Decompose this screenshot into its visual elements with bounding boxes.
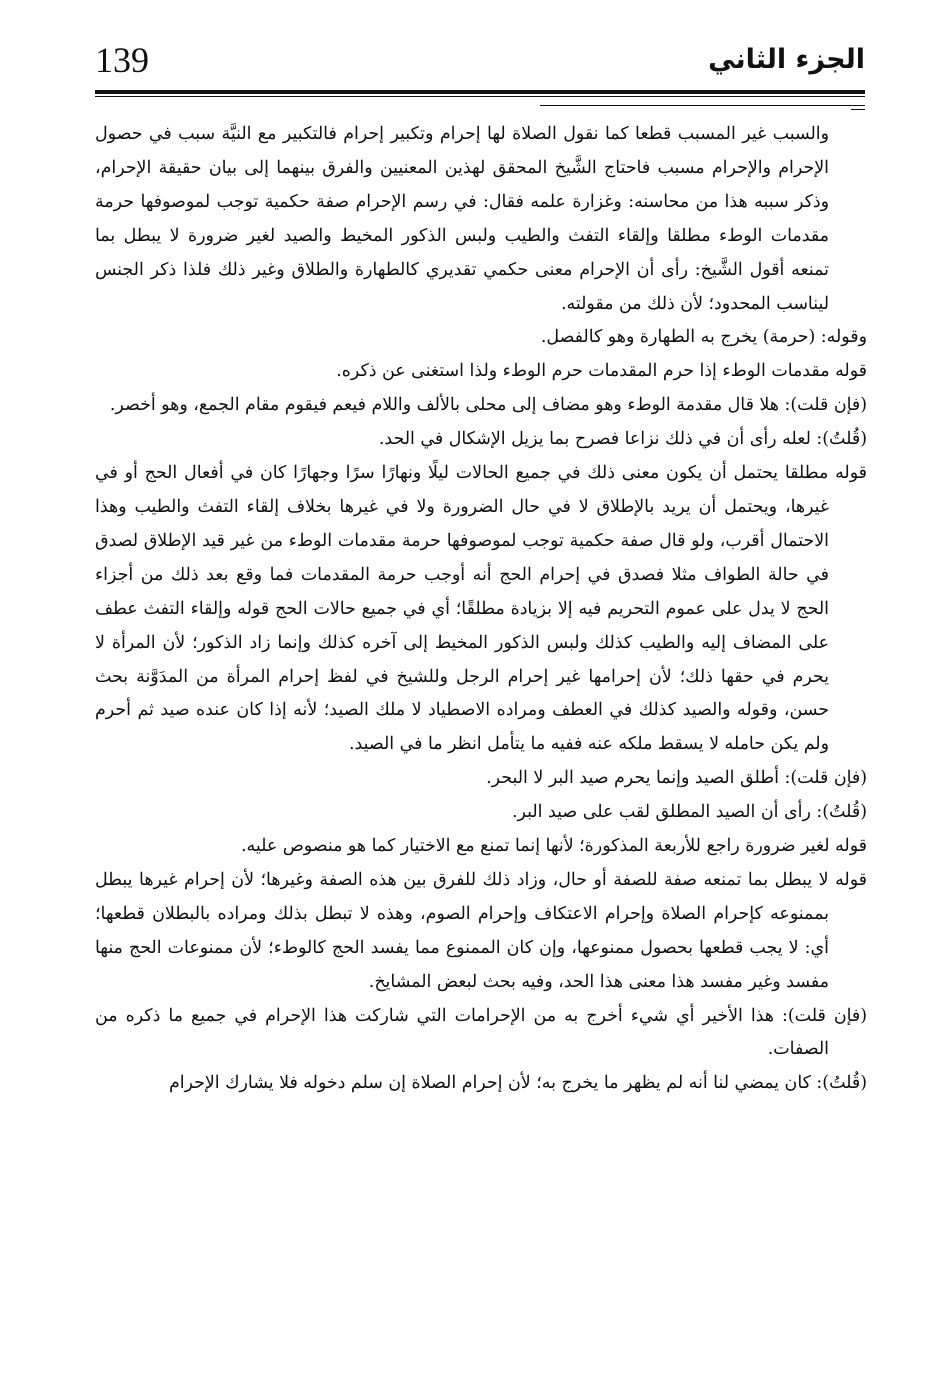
- paragraph-question-3: (فإن قلت): هذا الأخير أي شيء أخرج به من الإحرامات التي شاركت هذا الإحرام في جميع ما ذكره من الصفات.: [95, 1005, 867, 1060]
- header-ornament: [540, 99, 865, 115]
- page-header: [95, 38, 865, 86]
- header-rule-thick: [95, 90, 865, 94]
- paragraph-mutlaqan: قوله مطلقا يحتمل أن يكون معنى ذلك في جميع الحالات ليلًا ونهارًا سرًا وجهارًا كان في أفعال الحج أو في غيرها، ويحتمل أن يريد بالإطلاق لا في حال الضرورة ولا في غيرها بخلاف إلقاء التفث والطيب وهذا الاحتمال أقرب، ولو قال صفة حكمية توجب لموصوفها حرمة مقدمات الوطء من غير قيد الإطلاق لصدق في حالة الطواف مثلا فصدق في إحرام الحج أنه أوجب حرمة المقدمات فما وقع بعد ذلك من أجزاء الحج لا يدل على عموم التحريم فيه إلا بزيادة مطلقًا؛ أي في جميع حالات الحج قوله وإلقاء التفث عطف على المضاف إليه والطيب كذلك ولبس الذكور المخيط إلى آخره كذلك وإنما زاد الذكور؛ لأن المرأة لا يحرم في حقها ذلك؛ لأن إحرامها غير إحرام الرجل وللشيخ في لفظ إحرام المرأة من المدَوَّنة بحث حسن، وقوله والصيد كذلك في العطف ومراده الاصطياد لا ملك الصيد؛ لأنه إذا كان عنده صيد ثم أحرم ولم يكن حامله لا يسقط ملكه عنه ففيه ما يتأمل انظر ما في الصيد.: [95, 463, 867, 755]
- header-rule-thin: [95, 96, 865, 97]
- paragraph-question-2: (فإن قلت): أطلق الصيد وإنما يحرم صيد البر لا البحر.: [486, 768, 867, 789]
- ornament-line: [540, 105, 865, 106]
- paragraph-question-1: (فإن قلت): هلا قال مقدمة الوطء وهو مضاف إلى محلى بالألف واللام فيعم فيقوم مقام الجمع، وهو أخصر.: [109, 395, 867, 416]
- paragraph-intro: والسبب غير المسبب قطعا كما نقول الصلاة لها إحرام وتكبير إحرام فالتكبير مع النيَّة سبب في حصول الإحرام والإحرام مسبب فاحتاج الشَّيخ المحقق لهذين المعنيين والفرق بينهما إلى بيان حقيقة الإحرام، وذكر سببه هذا من محاسنه: وغزارة علمه فقال: في رسم الإحرام صفة حكمية توجب لموصوفها حرمة مقدمات الوطء مطلقا وإلقاء التفث والطيب ولبس الذكور المخيط والصيد لغير ضرورة لا يبطل بما تمنعه أقول الشَّيخ: رأى أن الإحرام معنى حكمي تقديري كالطهارة والطلاق وغير ذلك فلذا ذكر الجنس ليناسب المحدود؛ لأن ذلك من مقولته.: [95, 124, 829, 314]
- paragraph-answer-2: (قُلتُ): رأى أن الصيد المطلق لقب على صيد البر.: [512, 802, 867, 823]
- paragraph-darura: قوله لغير ضرورة راجع للأربعة المذكورة؛ لأنها إنما تمنع مع الاختيار كما هو منصوص عليه.: [240, 836, 867, 857]
- page-number: 139: [95, 40, 149, 80]
- body-text: [95, 118, 867, 1101]
- paragraph-muqaddimat: قوله مقدمات الوطء إذا حرم المقدمات حرم الوطء ولذا استغنى عن ذكره.: [336, 361, 867, 382]
- paragraph-answer-3: (قُلتُ): كان يمضي لنا أنه لم يظهر ما يخرج به؛ لأن إحرام الصلاة إن سلم دخوله فلا يشارك الإحرام: [168, 1073, 867, 1094]
- paragraph-haram: وقوله: (حرمة) يخرج به الطهارة وهو كالفصل.: [540, 327, 867, 348]
- part-title: الجزء الثاني: [708, 44, 865, 75]
- paragraph-la-yabtul: قوله لا يبطل بما تمنعه صفة للصفة أو حال، وزاد ذلك للفرق بين هذه الصفة وغيرها؛ لأن إحرام غيرها يبطل بممنوعه كإحرام الصلاة وإحرام الاعتكاف وإحرام الصوم، وهذه لا تبطل بذلك ومراده بالبطلان قطعها؛ أي: لا يجب قطعها بحصول ممنوعها، وإن كان الممنوع مما يفسد الحج كالوطء؛ لأن ممنوعات الحج منها مفسد وغير مفسد هذا معنى هذا الحد، وفيه بحث لبعض المشايخ.: [95, 869, 867, 992]
- paragraph-answer-1: (قُلتُ): لعله رأى أن في ذلك نزاعا فصرح بما يزيل الإشكال في الحد.: [378, 429, 867, 450]
- ornament-line-short: [851, 109, 865, 110]
